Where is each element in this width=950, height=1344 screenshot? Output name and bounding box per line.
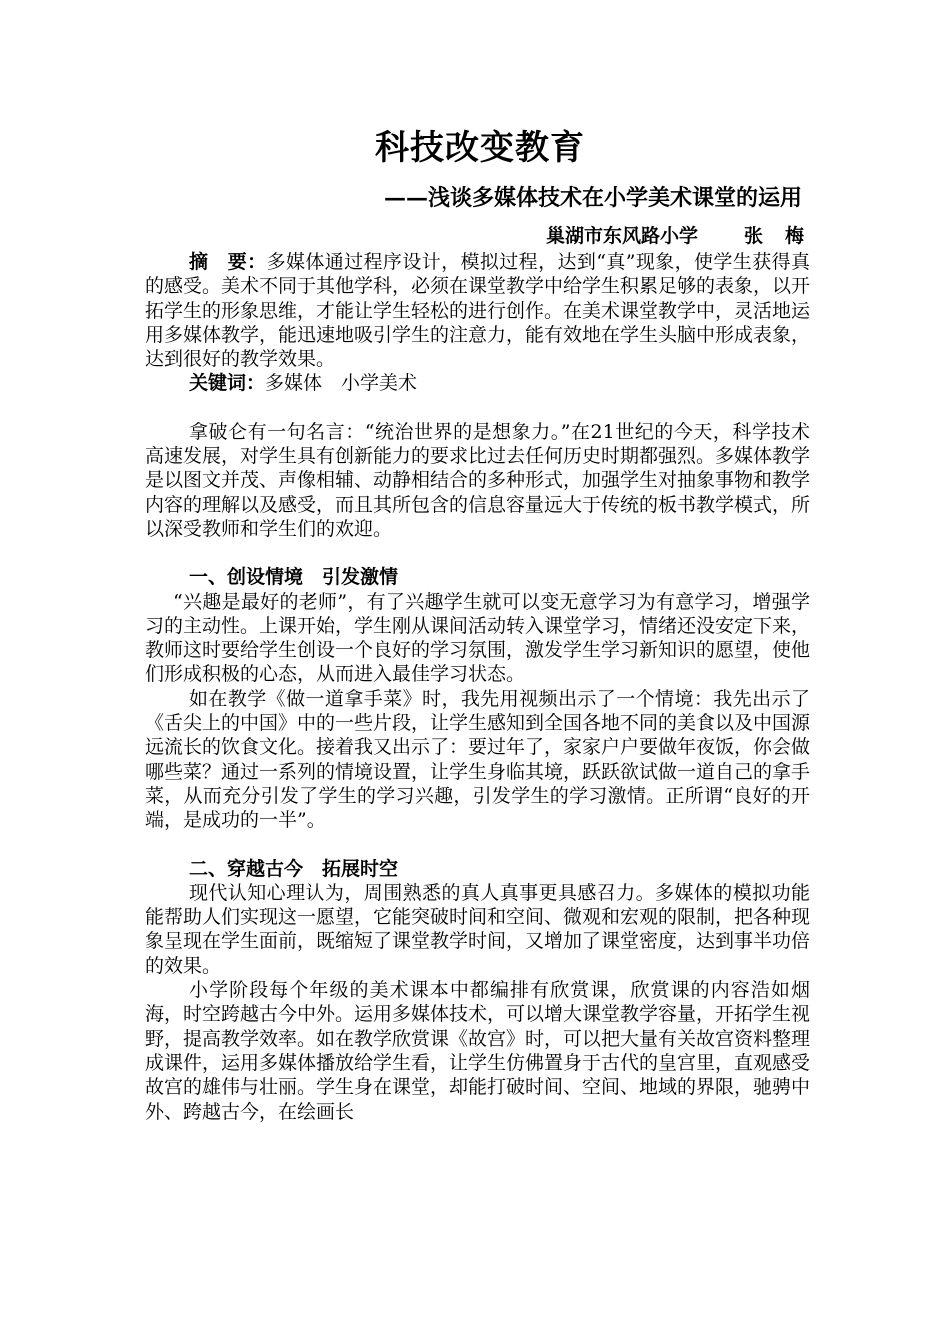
spacer: [145, 541, 810, 565]
abstract-text: 多媒体通过程序设计，模拟过程，达到“真”现象，使学生获得真的感受。美术不同于其他学科，必须在课堂教学中给学生积累足够的表象，以开拓学生的形象思维，才能让学生轻松的进行创作。在美术课堂教学中，灵活地运用多媒体教学，能迅速地吸引学生的注意力，能有效地在学生头脑中形成表象，达到很好的教学效果。: [145, 251, 811, 371]
keywords-paragraph: [189, 371, 810, 395]
section-2-heading: 二、穿越古今 拓展时空: [189, 857, 399, 880]
section-2-paragraph-2: 小学阶段每个年级的美术课本中都编排有欣赏课，欣赏课的内容浩如烟海，时空跨越古今中外。运用多媒体技术，可以增大课堂教学容量，开拓学生视野，提高教学效率。如在教学欣赏课《故宫》时，可以把大量有关故宫资料整理成课件，运用多媒体播放给学生看，让学生仿佛置身于古代的皇宫里，直观感受故宫的雄伟与壮丽。学生身在课堂，却能打破时间、空间、地域的界限，驰骋中外、跨越古今，在绘画长: [145, 979, 811, 1123]
document-page: [145, 120, 810, 1124]
keywords-label: 关键词：: [189, 372, 266, 395]
author-surname: 张: [743, 225, 763, 247]
spacer: [145, 396, 810, 420]
abstract-paragraph: [145, 250, 810, 371]
author-given-name: 梅: [784, 225, 804, 247]
school-name: 巢湖市东风路小学: [545, 225, 698, 247]
keywords-text: 多媒体 小学美术: [265, 372, 418, 395]
document-subtitle: ——浅谈多媒体技术在小学美术课堂的运用: [383, 185, 802, 211]
intro-paragraph: 拿破仑有一句名言：“统治世界的是想象力。”在21世纪的今天，科学技术高速发展，对学生具有创新能力的要求比过去任何历史时期都强烈。多媒体教学是以图文并茂、声像相辅、动静相结合的多种形式，加强学生对抽象事物和教学内容的理解以及感受，而且其所包含的信息容量远大于传统的板书教学模式，所以深受教师和学生们的欢迎。: [145, 420, 811, 540]
section-1-heading: 一、创设情境 引发激情: [189, 566, 399, 589]
section-1-paragraph-2: 如在教学《做一道拿手菜》时，我先用视频出示了一个情境：我先出示了《舌尖上的中国》中的一些片段，让学生感知到全国各地不同的美食以及中国源远流长的饮食文化。接着我又出示了：要过年了，家家户户要做年夜饭，你会做哪些菜？通过一系列的情境设置，让学生身临其境，跃跃欲试做一道自己的拿手菜，从而充分引发了学生的学习兴趣，引发学生的学习激情。正所谓“良好的开端，是成功的一半”。: [145, 687, 811, 832]
spacer: [145, 833, 810, 857]
section-2-paragraph-1: 现代认知心理认为，周围熟悉的真人真事更具感召力。多媒体的模拟功能能帮助人们实现这一愿望，它能突破时间和空间、微观和宏观的限制，把各种现象呈现在学生面前，既缩短了课堂教学时间，又增加了课堂密度，达到事半功倍的效果。: [145, 881, 811, 977]
author-line: [145, 222, 804, 250]
abstract-label: 摘 要：: [189, 251, 267, 273]
section-1-paragraph-1: “兴趣是最好的老师”，有了兴趣学生就可以变无意学习为有意学习，增强学习的主动性。上课开始，学生刚从课间活动转入课堂学习，情绪还没安定下来，教师这时要给学生创设一个良好的学习氛围，激发学生学习新知识的愿望，使他们形成积极的心态，从而进入最佳学习状态。: [145, 590, 811, 686]
document-title: 科技改变教育: [375, 128, 585, 168]
